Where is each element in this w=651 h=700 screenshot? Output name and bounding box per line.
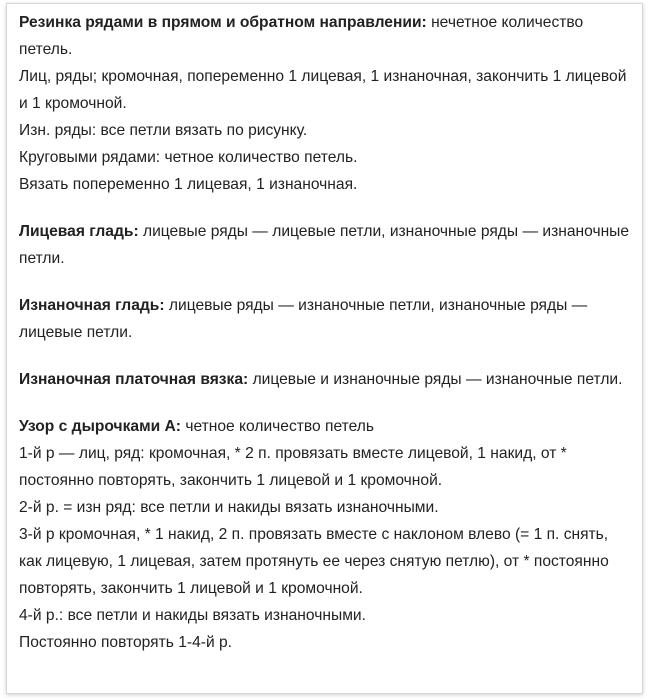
section-garter xyxy=(19,366,631,393)
spacer xyxy=(19,393,631,413)
spacer xyxy=(19,346,631,366)
ribbing-line-1: Лиц, ряды; кромочная, попеременно 1 лицевая, 1 изнаночная, закончить 1 лицевой и 1 кромочной. xyxy=(19,68,627,112)
eyelet-row-2: 2-й р. = изн ряд: все петли и накиды вязать изнаночными. xyxy=(19,499,439,516)
ribbing-intro xyxy=(19,9,631,63)
ribbing-heading: Резинка рядами в прямом и обратном направлении: xyxy=(19,14,427,31)
eyelet-intro xyxy=(19,413,631,440)
stockinette-text: лицевые ряды — лицевые петли, изнаночные ряды — изнаночные петли. xyxy=(19,223,630,267)
garter-heading: Изнаночная платочная вязка: xyxy=(19,371,249,388)
spacer xyxy=(19,198,631,218)
section-ribbing xyxy=(19,9,631,198)
reverse-stockinette-text: лицевые ряды — изнаночные петли, изнаночные ряды — лицевые петли. xyxy=(19,297,588,341)
garter-text: лицевые и изнаночные ряды — изнаночные петли. xyxy=(248,371,623,388)
eyelet-row-3: 3-й р кромочная, * 1 накид, 2 п. провязать вместе с наклоном влево (= 1 п. снять, как лицевую, 1 лицевая, затем протянуть ее через снятую петлю), от * постоянно повторять, закончить 1 лицевой и 1 кромочной. xyxy=(19,526,609,597)
ribbing-line-4: Вязать попеременно 1 лицевая, 1 изнаночная. xyxy=(19,176,358,193)
ribbing-line-3: Круговыми рядами: четное количество петель. xyxy=(19,149,358,166)
eyelet-heading-rest: четное количество петель xyxy=(181,418,374,435)
eyelet-heading: Узор с дырочками А: xyxy=(19,418,181,435)
garter-paragraph xyxy=(19,366,631,393)
stockinette-heading: Лицевая гладь: xyxy=(19,223,139,240)
section-eyelet xyxy=(19,413,631,656)
section-reverse-stockinette xyxy=(19,292,631,346)
document-body xyxy=(19,9,631,656)
ribbing-line-2: Изн. ряды: все петли вязать по рисунку. xyxy=(19,122,308,139)
spacer xyxy=(19,272,631,292)
eyelet-row-1: 1-й р — лиц, ряд: кромочная, * 2 п. провязать вместе лицевой, 1 накид, от * постоянно повторять, закончить 1 лицевой и 1 кромочной. xyxy=(19,445,567,489)
document-frame xyxy=(6,3,643,694)
stockinette-paragraph xyxy=(19,218,631,272)
reverse-stockinette-paragraph xyxy=(19,292,631,346)
ribbing-heading-rest: нечетное количество петель. xyxy=(19,14,584,58)
reverse-stockinette-heading: Изнаночная гладь: xyxy=(19,297,165,314)
eyelet-row-4: 4-й р.: все петли и накиды вязать изнаночными. xyxy=(19,607,366,624)
section-stockinette xyxy=(19,218,631,272)
eyelet-repeat: Постоянно повторять 1-4-й р. xyxy=(19,634,233,651)
